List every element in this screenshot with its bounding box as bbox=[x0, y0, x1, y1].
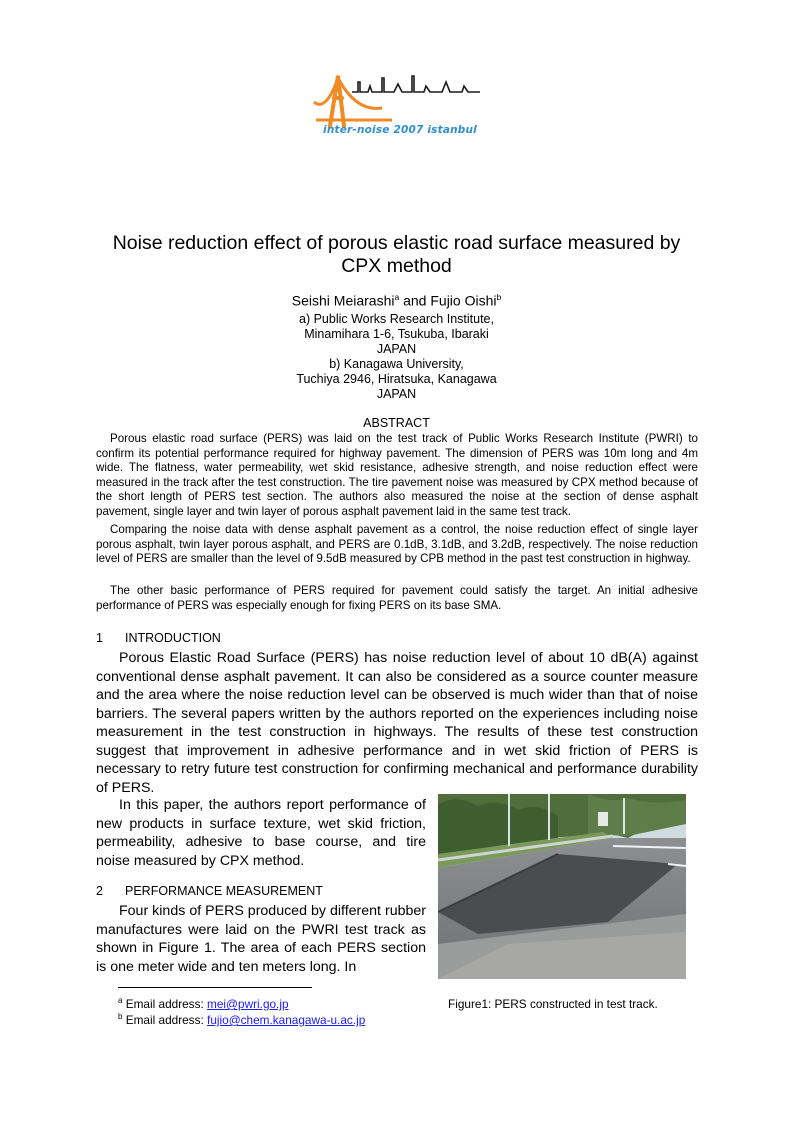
figure-photo bbox=[438, 794, 686, 979]
section-number: 2 bbox=[96, 884, 103, 898]
abstract-paragraph: The other basic performance of PERS required for pavement could satisfy the target. An initial adhesive performance of PERS was especially enough for fixing PERS on its base SMA. bbox=[96, 584, 698, 612]
affiliation-line: Tuchiya 2946, Hiratsuka, Kanagawa bbox=[296, 372, 497, 386]
affiliation-line: b) Kanagawa University, bbox=[329, 357, 464, 371]
footnote bbox=[118, 996, 289, 1011]
body-paragraph: In this paper, the authors report performance of new products in surface texture, wet skid friction, permeability, adhesive to base course, and tire noise measured by CPX method. bbox=[96, 797, 426, 869]
footnote bbox=[118, 1012, 365, 1027]
body-paragraph: Porous Elastic Road Surface (PERS) has noise reduction level of about 10 dB(A) against conventional dense asphalt pavement. It can also be considered as a source counter measure and the area where the noise reduction level can be observed is much wider than that of noise barriers. The several papers written by the authors reported on the experiences including noise measurement in the test construction in highways. The results of these test construction suggest that improvement in adhesive performance and in wet skid friction of PERS is necessary to retry future test construction for confirming mechanical and performance durability of PERS. bbox=[96, 650, 698, 796]
footnote-rule bbox=[118, 987, 312, 988]
abstract-heading: ABSTRACT bbox=[363, 416, 430, 430]
abstract-paragraph: Porous elastic road surface (PERS) was laid on the test track of Public Works Research Institute (PWRI) to confirm its potential performance required for highway pavement. The dimension of PERS was 10m long and 4m wide. The flatness, water permeability, wet skid resistance, adhesive strength, and noise reduction effect were measured in the track after the test construction. The tire pavement noise was measured by CPX method because of the short length of PERS test section. The authors also measured the noise at the section of dense asphalt pavement, single layer and twin layer of porous asphalt pavement laid in the same test track. bbox=[96, 432, 698, 518]
skyline-icon bbox=[352, 76, 480, 92]
author-conjunction: and bbox=[399, 292, 431, 309]
email-link[interactable]: fujio@chem.kanagawa-u.ac.jp bbox=[207, 1012, 366, 1027]
affiliation-line: a) Public Works Research Institute, bbox=[299, 312, 494, 326]
section-heading bbox=[96, 884, 323, 898]
section-number: 1 bbox=[96, 631, 103, 645]
author-line bbox=[0, 292, 793, 309]
author-1-affil-mark: a bbox=[394, 292, 400, 302]
section-title: PERFORMANCE MEASUREMENT bbox=[125, 884, 323, 898]
affiliation-line: JAPAN bbox=[376, 387, 417, 401]
author-2: Fujio Oishi bbox=[430, 292, 497, 309]
bridge-cable-icon bbox=[314, 78, 382, 108]
figure-caption: Figure1: PERS constructed in test track. bbox=[448, 997, 658, 1011]
abstract-paragraph: Comparing the noise data with dense asphalt pavement as a control, the noise reduction effect of single layer porous asphalt, twin layer porous asphalt, and PERS are 0.1dB, 3.1dB, and 3.2dB, respectively. The noise reduction level of PERS are smaller than the level of 9.5dB measured by CPB method in the past test construction in highway. bbox=[96, 523, 698, 566]
affiliation-line: Minamihara 1-6, Tsukuba, Ibaraki bbox=[304, 327, 489, 341]
affiliation-line: JAPAN bbox=[376, 342, 417, 356]
section-heading bbox=[96, 631, 221, 645]
email-link[interactable]: mei@pwri.go.jp bbox=[207, 996, 289, 1011]
section-title: INTRODUCTION bbox=[125, 631, 221, 645]
logo-caption: inter-noise 2007 istanbul bbox=[323, 124, 477, 136]
paper-title: Noise reduction effect of porous elastic road surface measured by CPX method bbox=[112, 232, 681, 277]
footnote-label: Email address: bbox=[125, 996, 208, 1011]
footnote-label: Email address: bbox=[125, 1012, 208, 1027]
author-2-affil-mark: b bbox=[496, 292, 502, 302]
footnote-mark: b bbox=[118, 1012, 123, 1021]
body-paragraph: Four kinds of PERS produced by different rubber manufactures were laid on the PWRI test track as shown in Figure 1. The area of each PERS section is one meter wide and ten meters long. In bbox=[96, 903, 426, 975]
footnote-mark: a bbox=[118, 996, 123, 1005]
author-1: Seishi Meiarashi bbox=[291, 292, 395, 309]
